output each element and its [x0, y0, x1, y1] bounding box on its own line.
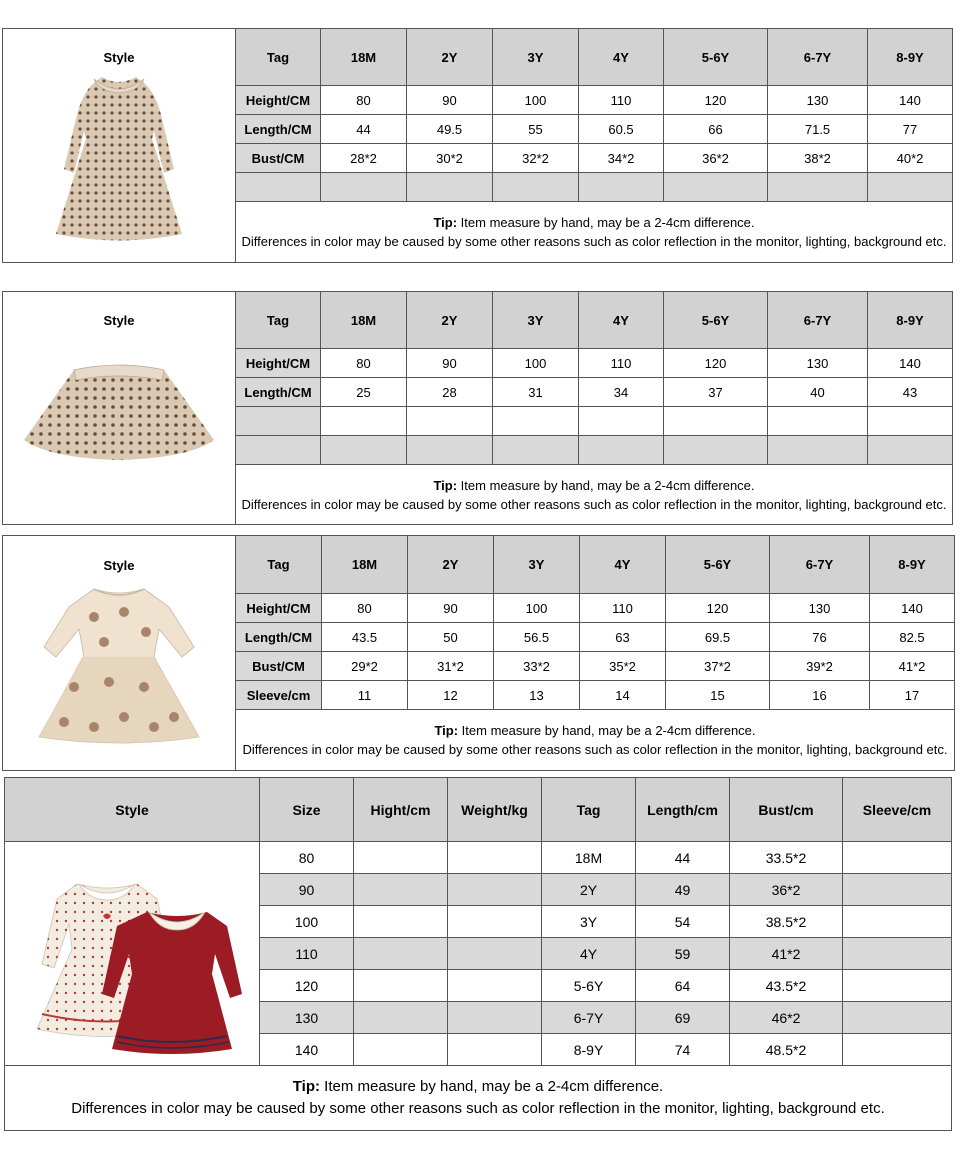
- cell: 120: [666, 594, 770, 623]
- cell: 100: [493, 86, 579, 115]
- cell-empty: [868, 436, 953, 465]
- header-size: 3Y: [493, 29, 579, 86]
- cell: 100: [260, 906, 354, 938]
- header-bust: Bust/cm: [730, 778, 843, 842]
- tip-line-1: Item measure by hand, may be a 2-4cm difference.: [457, 477, 755, 493]
- cell: 33.5*2: [730, 842, 843, 874]
- header-size: 3Y: [493, 292, 579, 349]
- cell: 90: [407, 349, 493, 378]
- cell: 43.5: [322, 623, 408, 652]
- cell: 77: [868, 115, 953, 144]
- tip-label: Tip:: [433, 477, 458, 493]
- cell-empty: [664, 436, 768, 465]
- cell: 2Y: [542, 874, 636, 906]
- cell: 12: [408, 681, 494, 710]
- cell: 100: [494, 594, 580, 623]
- cell: 130: [768, 86, 868, 115]
- header-size: 2Y: [408, 536, 494, 594]
- row-label-empty: [236, 173, 321, 202]
- cell: 54: [636, 906, 730, 938]
- tip-label: Tip:: [434, 723, 459, 738]
- cell: 140: [868, 86, 953, 115]
- cell: 28: [407, 378, 493, 407]
- cell: [448, 906, 542, 938]
- cell: 120: [260, 970, 354, 1002]
- cell: 43: [868, 378, 953, 407]
- header-size: 8-9Y: [868, 292, 953, 349]
- cell: 90: [260, 874, 354, 906]
- cell: 49.5: [407, 115, 493, 144]
- header-size: 6-7Y: [768, 29, 868, 86]
- tip-line-1: Item measure by hand, may be a 2-4cm difference.: [458, 723, 756, 738]
- header-tag: Tag: [236, 536, 322, 594]
- cell-empty: [321, 407, 407, 436]
- row-label: Bust/CM: [236, 144, 321, 173]
- header-tag: Tag: [236, 29, 321, 86]
- cell: [448, 938, 542, 970]
- two-collar-dresses-icon: [17, 854, 247, 1054]
- cell-empty: [493, 436, 579, 465]
- cell: [354, 1002, 448, 1034]
- header-size: 6-7Y: [770, 536, 870, 594]
- style-cell: [3, 536, 236, 771]
- cell: 80: [322, 594, 408, 623]
- cell: 15: [666, 681, 770, 710]
- cell: 25: [321, 378, 407, 407]
- header-length: Length/cm: [636, 778, 730, 842]
- header-size: 2Y: [407, 29, 493, 86]
- row-label-empty: [236, 407, 321, 436]
- cell: 29*2: [322, 652, 408, 681]
- cell: 69.5: [666, 623, 770, 652]
- table-row: [5, 842, 952, 874]
- cell: 56.5: [494, 623, 580, 652]
- cell: [354, 1034, 448, 1066]
- cell: 66: [664, 115, 768, 144]
- cell: 48.5*2: [730, 1034, 843, 1066]
- cell: [354, 906, 448, 938]
- cell-empty: [407, 436, 493, 465]
- tip-note: [236, 202, 953, 263]
- cell-empty: [768, 407, 868, 436]
- cell: [354, 842, 448, 874]
- cell-empty: [664, 173, 768, 202]
- cell: 8-9Y: [542, 1034, 636, 1066]
- cell: 37*2: [666, 652, 770, 681]
- size-chart-dress-1: [2, 28, 953, 263]
- cell: 140: [260, 1034, 354, 1066]
- header-tag: Tag: [236, 292, 321, 349]
- cell: 11: [322, 681, 408, 710]
- cell-empty: [768, 436, 868, 465]
- style-cell: [3, 29, 236, 263]
- cell: 33*2: [494, 652, 580, 681]
- cell: 46*2: [730, 1002, 843, 1034]
- cell: 3Y: [542, 906, 636, 938]
- cell: 28*2: [321, 144, 407, 173]
- cell: 40: [768, 378, 868, 407]
- tip-line-1: Item measure by hand, may be a 2-4cm difference.: [319, 1078, 664, 1095]
- cell-empty: [321, 436, 407, 465]
- polka-dot-tulle-skirt-icon: [19, 340, 219, 470]
- header-size: 2Y: [407, 292, 493, 349]
- style-label: Style: [103, 558, 135, 573]
- header-height: Hight/cm: [354, 778, 448, 842]
- cell: 34: [579, 378, 664, 407]
- cell: 36*2: [730, 874, 843, 906]
- cell: 38.5*2: [730, 906, 843, 938]
- cell: 50: [408, 623, 494, 652]
- polka-dot-tulle-dress-icon: [44, 69, 194, 244]
- header-style: Style: [5, 778, 260, 842]
- header-weight: Weight/kg: [448, 778, 542, 842]
- cell: 49: [636, 874, 730, 906]
- bear-print-tulle-dress-icon: [34, 577, 204, 747]
- cell: 69: [636, 1002, 730, 1034]
- style-label: Style: [103, 313, 135, 328]
- cell: [448, 1002, 542, 1034]
- cell: 100: [493, 349, 579, 378]
- cell: 14: [580, 681, 666, 710]
- header-size: 4Y: [580, 536, 666, 594]
- cell: [843, 970, 952, 1002]
- cell: 120: [664, 86, 768, 115]
- cell-empty: [868, 173, 953, 202]
- header-size: 18M: [322, 536, 408, 594]
- size-chart-skirt: [2, 291, 953, 525]
- cell: 120: [664, 349, 768, 378]
- cell: 39*2: [770, 652, 870, 681]
- header-size: 3Y: [494, 536, 580, 594]
- tip-label: Tip:: [433, 215, 458, 230]
- cell: 38*2: [768, 144, 868, 173]
- header-size: 4Y: [579, 29, 664, 86]
- size-chart-collar-dress: [4, 777, 952, 1131]
- cell: 63: [580, 623, 666, 652]
- header-tag: Tag: [542, 778, 636, 842]
- cell: 82.5: [870, 623, 955, 652]
- cell: 90: [407, 86, 493, 115]
- row-label: Length/CM: [236, 115, 321, 144]
- row-label: Height/CM: [236, 86, 321, 115]
- size-chart-bear-dress: [2, 535, 955, 771]
- cell: 35*2: [580, 652, 666, 681]
- cell: 140: [870, 594, 955, 623]
- header-size: 5-6Y: [664, 29, 768, 86]
- cell: 44: [321, 115, 407, 144]
- cell: [843, 874, 952, 906]
- tip-note: [5, 1066, 952, 1131]
- cell: 76: [770, 623, 870, 652]
- cell: 40*2: [868, 144, 953, 173]
- style-image-cell: [5, 842, 260, 1066]
- cell: 44: [636, 842, 730, 874]
- tip-label: Tip:: [292, 1078, 320, 1095]
- cell: [448, 970, 542, 1002]
- cell: 34*2: [579, 144, 664, 173]
- cell: 80: [321, 349, 407, 378]
- cell-empty: [321, 173, 407, 202]
- cell: 60.5: [579, 115, 664, 144]
- tip-line-2: Differences in color may be caused by some other reasons such as color reflection in the monitor, lighting, background etc.: [242, 742, 948, 757]
- cell: 80: [260, 842, 354, 874]
- cell: 31*2: [408, 652, 494, 681]
- cell: 6-7Y: [542, 1002, 636, 1034]
- cell: 130: [260, 1002, 354, 1034]
- tip-note: [236, 465, 953, 525]
- cell: 13: [494, 681, 580, 710]
- row-label: Height/CM: [236, 349, 321, 378]
- cell-empty: [664, 407, 768, 436]
- cell-empty: [493, 407, 579, 436]
- tip-line-2: Differences in color may be caused by some other reasons such as color reflection in the monitor, lighting, background etc.: [71, 1100, 885, 1117]
- cell: 110: [579, 349, 664, 378]
- header-size: 5-6Y: [666, 536, 770, 594]
- row-label-empty: [236, 436, 321, 465]
- header-sleeve: Sleeve/cm: [843, 778, 952, 842]
- cell: 110: [260, 938, 354, 970]
- cell: [354, 970, 448, 1002]
- cell-empty: [868, 407, 953, 436]
- cell: 41*2: [730, 938, 843, 970]
- cell: 130: [770, 594, 870, 623]
- header-size: 8-9Y: [870, 536, 955, 594]
- cell: 16: [770, 681, 870, 710]
- cell: 130: [768, 349, 868, 378]
- cell: 74: [636, 1034, 730, 1066]
- cell: [843, 906, 952, 938]
- cell-empty: [768, 173, 868, 202]
- cell-empty: [579, 436, 664, 465]
- row-label: Length/CM: [236, 378, 321, 407]
- cell: 18M: [542, 842, 636, 874]
- tip-line-2: Differences in color may be caused by some other reasons such as color reflection in the monitor, lighting, background etc.: [241, 234, 947, 249]
- cell: 55: [493, 115, 579, 144]
- header-size: Size: [260, 778, 354, 842]
- cell: 59: [636, 938, 730, 970]
- cell: 110: [579, 86, 664, 115]
- cell: [448, 842, 542, 874]
- cell: 41*2: [870, 652, 955, 681]
- cell-empty: [579, 407, 664, 436]
- cell-empty: [579, 173, 664, 202]
- header-size: 5-6Y: [664, 292, 768, 349]
- cell: 31: [493, 378, 579, 407]
- cell: [448, 1034, 542, 1066]
- style-cell: [3, 292, 236, 525]
- tip-note: [236, 710, 955, 771]
- cell: 71.5: [768, 115, 868, 144]
- cell: 5-6Y: [542, 970, 636, 1002]
- cell-empty: [493, 173, 579, 202]
- cell: [843, 1002, 952, 1034]
- cell: 32*2: [493, 144, 579, 173]
- row-label: Sleeve/cm: [236, 681, 322, 710]
- row-label: Length/CM: [236, 623, 322, 652]
- cell: [354, 874, 448, 906]
- cell-empty: [407, 173, 493, 202]
- cell: [354, 938, 448, 970]
- header-size: 18M: [321, 29, 407, 86]
- header-size: 6-7Y: [768, 292, 868, 349]
- cell-empty: [407, 407, 493, 436]
- cell: 17: [870, 681, 955, 710]
- tip-line-1: Item measure by hand, may be a 2-4cm difference.: [457, 215, 755, 230]
- cell: 140: [868, 349, 953, 378]
- row-label: Bust/CM: [236, 652, 322, 681]
- cell: 37: [664, 378, 768, 407]
- cell: 64: [636, 970, 730, 1002]
- tip-line-2: Differences in color may be caused by some other reasons such as color reflection in the monitor, lighting, background etc.: [241, 496, 947, 512]
- style-label: Style: [103, 50, 135, 65]
- cell: [843, 938, 952, 970]
- cell: 80: [321, 86, 407, 115]
- cell: 110: [580, 594, 666, 623]
- cell: 4Y: [542, 938, 636, 970]
- header-size: 18M: [321, 292, 407, 349]
- header-size: 4Y: [579, 292, 664, 349]
- cell: 30*2: [407, 144, 493, 173]
- cell: 36*2: [664, 144, 768, 173]
- row-label: Height/CM: [236, 594, 322, 623]
- cell: 43.5*2: [730, 970, 843, 1002]
- cell: 90: [408, 594, 494, 623]
- cell: [448, 874, 542, 906]
- header-size: 8-9Y: [868, 29, 953, 86]
- cell: [843, 1034, 952, 1066]
- cell: [843, 842, 952, 874]
